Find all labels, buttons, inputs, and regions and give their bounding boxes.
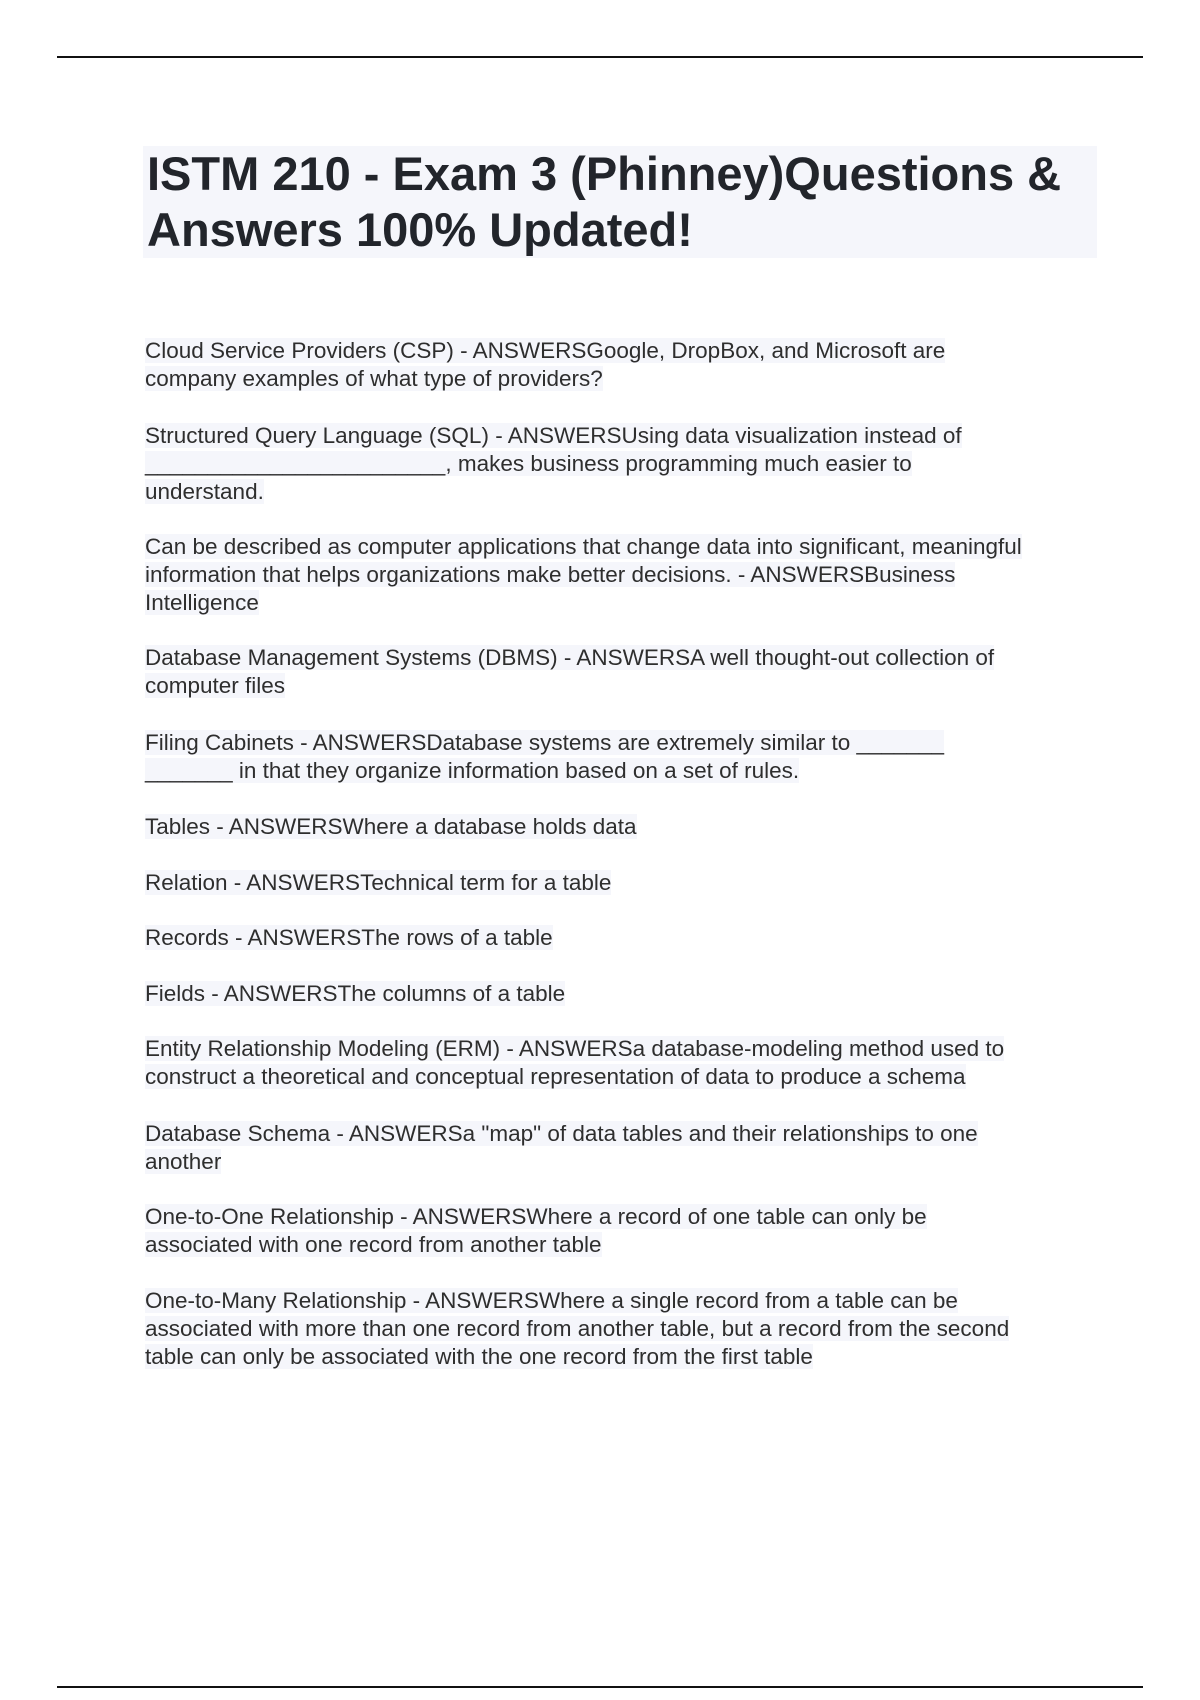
- qa-item: [145, 422, 1100, 506]
- qa-item: [145, 644, 1100, 700]
- qa-item: [145, 1203, 1100, 1259]
- qa-item: [145, 729, 1100, 785]
- qa-item: [145, 924, 1100, 952]
- document-title: ISTM 210 - Exam 3 (Phinney)Questions & Answers 100% Updated!: [147, 147, 1062, 256]
- qa-text: One-to-One Relationship - ANSWERSWhere a record of one table can only be associated with one record from another table: [145, 1204, 927, 1257]
- qa-text: Entity Relationship Modeling (ERM) - ANSWERSa database-modeling method used to construct a theoretical and conceptual representation of data to produce a schema: [145, 1036, 1005, 1089]
- qa-item: [145, 813, 1100, 841]
- qa-text: Cloud Service Providers (CSP) - ANSWERSGoogle, DropBox, and Microsoft are company examples of what type of providers?: [145, 338, 946, 391]
- qa-text: Filing Cabinets - ANSWERSDatabase systems are extremely similar to _______ _______ in that they organize information based on a set of rules.: [145, 730, 945, 783]
- qa-item: [145, 337, 1100, 393]
- qa-item: [145, 533, 1100, 617]
- qa-item: [145, 1287, 1100, 1371]
- qa-text: Structured Query Language (SQL) - ANSWERSUsing data visualization instead of ________________________, makes business programming much easier to understand.: [145, 423, 962, 504]
- bottom-divider: [57, 1686, 1143, 1688]
- qa-text: One-to-Many Relationship - ANSWERSWhere a single record from a table can be associated with more than one record from another table, but a record from the second table can only be associated with the one record from the first table: [145, 1288, 1010, 1369]
- qa-item: [145, 1035, 1100, 1091]
- qa-text: Fields - ANSWERSThe columns of a table: [145, 981, 566, 1006]
- qa-text: Tables - ANSWERSWhere a database holds data: [145, 814, 637, 839]
- qa-item: [145, 980, 1100, 1008]
- qa-text: Database Schema - ANSWERSa "map" of data tables and their relationships to one another: [145, 1121, 978, 1174]
- qa-text: Relation - ANSWERSTechnical term for a table: [145, 870, 612, 895]
- qa-text: Records - ANSWERSThe rows of a table: [145, 925, 553, 950]
- top-divider: [57, 56, 1143, 58]
- qa-item: [145, 1120, 1100, 1176]
- qa-item: [145, 869, 1100, 897]
- qa-text: Can be described as computer applications that change data into significant, meaningful information that helps organizations make better decisions. - ANSWERSBusiness Intelligence: [145, 534, 1022, 615]
- title-block: [143, 146, 1097, 258]
- qa-text: Database Management Systems (DBMS) - ANSWERSA well thought-out collection of computer files: [145, 645, 995, 698]
